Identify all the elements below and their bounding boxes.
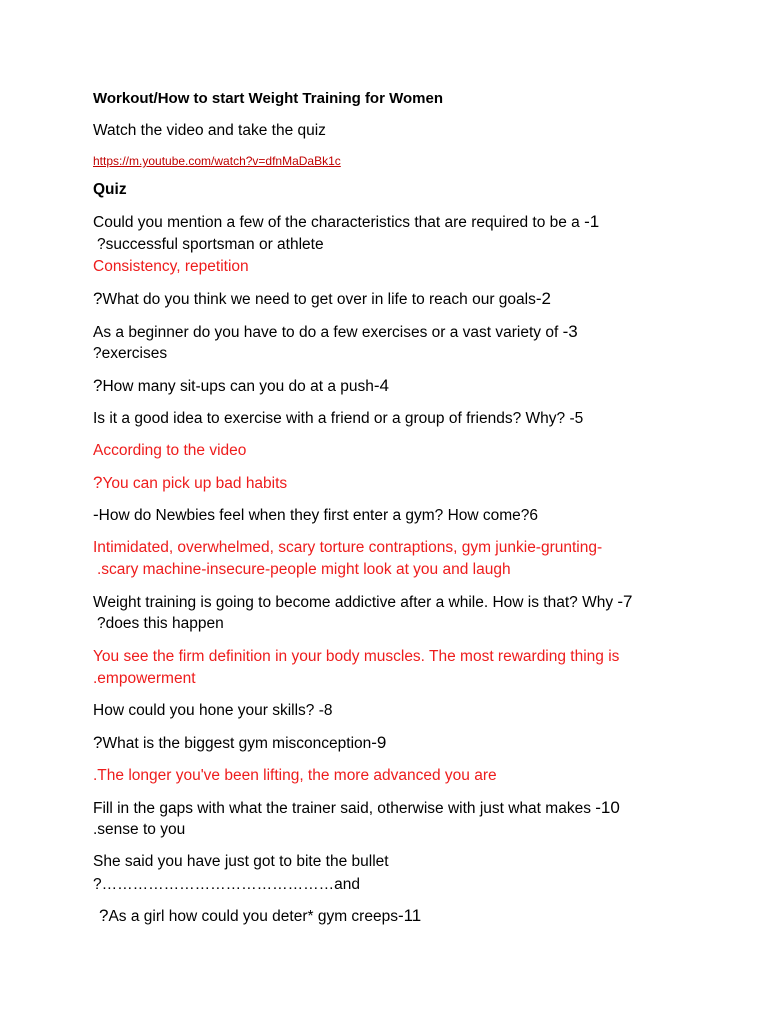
line-prefix: ? — [93, 733, 103, 752]
question-2 — [93, 289, 551, 310]
question-3-line-2 — [93, 344, 167, 364]
quiz-heading: Quiz — [93, 181, 127, 198]
question-number: -7 — [617, 592, 633, 611]
question-10-line-2: .sense to you — [93, 821, 186, 838]
answer-5-line-1: According to the video — [93, 442, 247, 459]
line-prefix: ? — [93, 473, 103, 492]
answer-7-line-2: .empowerment — [93, 670, 196, 687]
question-7-line-2 — [97, 614, 224, 634]
answer-1: Consistency, repetition — [93, 258, 249, 275]
line-text: As a beginner do you have to do a few exercises or a vast variety of — [93, 324, 563, 341]
line-text: does this happen — [105, 615, 224, 632]
answer-6-line-2: .scary machine-insecure-people might look at you and laugh — [97, 561, 511, 578]
question-8: How could you hone your skills? -8 — [93, 702, 333, 719]
question-10-line-1 — [93, 798, 620, 819]
question-number: -10 — [595, 798, 620, 817]
line-prefix: - — [93, 505, 99, 524]
line-prefix: ? — [97, 236, 106, 253]
question-1-line-2 — [97, 235, 324, 255]
line-text: Fill in the gaps with what the trainer said, otherwise with just what makes — [93, 800, 596, 817]
line-prefix: ? — [93, 289, 103, 308]
answer-7-line-1: You see the firm definition in your body muscles. The most rewarding thing is — [93, 648, 620, 665]
line-text: What is the biggest gym misconception — [102, 735, 372, 752]
question-6 — [93, 505, 538, 526]
answer-9: .The longer you've been lifting, the more advanced you are — [93, 767, 497, 784]
question-number: -2 — [535, 289, 551, 308]
question-1-line-1 — [93, 212, 599, 233]
line-prefix: ? — [97, 615, 106, 632]
line-text: You can pick up bad habits — [102, 475, 288, 492]
line-text: How many sit-ups can you do at a push — [102, 378, 374, 395]
line-text: exercises — [101, 345, 168, 362]
line-prefix: ? — [93, 376, 103, 395]
document-title: Workout/How to start Weight Training for Women — [93, 90, 443, 107]
intro-text: Watch the video and take the quiz — [93, 122, 326, 139]
question-4 — [93, 376, 389, 397]
question-11 — [99, 906, 421, 927]
question-number: -4 — [373, 376, 389, 395]
answer-5-line-2 — [93, 473, 287, 494]
question-3-line-1 — [93, 322, 578, 343]
question-number: -11 — [397, 906, 422, 925]
video-link[interactable]: https://m.youtube.com/watch?v=dfnMaDaBk1c — [93, 154, 341, 168]
answer-6-line-1: Intimidated, overwhelmed, scary torture contraptions, gym junkie-grunting- — [93, 539, 603, 556]
line-text: Could you mention a few of the characteristics that are required to be a — [93, 214, 585, 231]
line-prefix: ? — [93, 876, 102, 893]
line-text: successful sportsman or athlete — [105, 236, 324, 253]
line-text: ………………………………………and — [101, 876, 360, 893]
question-5: Is it a good idea to exercise with a friend or a group of friends? Why? -5 — [93, 410, 584, 427]
line-text: Weight training is going to become addictive after a while. How is that? Why — [93, 594, 618, 611]
line-prefix: ? — [99, 906, 109, 925]
question-number: -3 — [562, 322, 578, 341]
question-number: -9 — [371, 733, 387, 752]
line-prefix: ? — [93, 345, 102, 362]
line-text: What do you think we need to get over in life to reach our goals — [102, 291, 536, 308]
question-7-line-1 — [93, 592, 633, 613]
question-9 — [93, 733, 386, 754]
question-number: -1 — [584, 212, 600, 231]
line-text: As a girl how could you deter* gym creeps — [108, 908, 398, 925]
line-text: How do Newbies feel when they first enter a gym? How come?6 — [98, 507, 539, 524]
question-10-line-4 — [93, 875, 360, 895]
question-10-line-3: She said you have just got to bite the bullet — [93, 853, 389, 870]
